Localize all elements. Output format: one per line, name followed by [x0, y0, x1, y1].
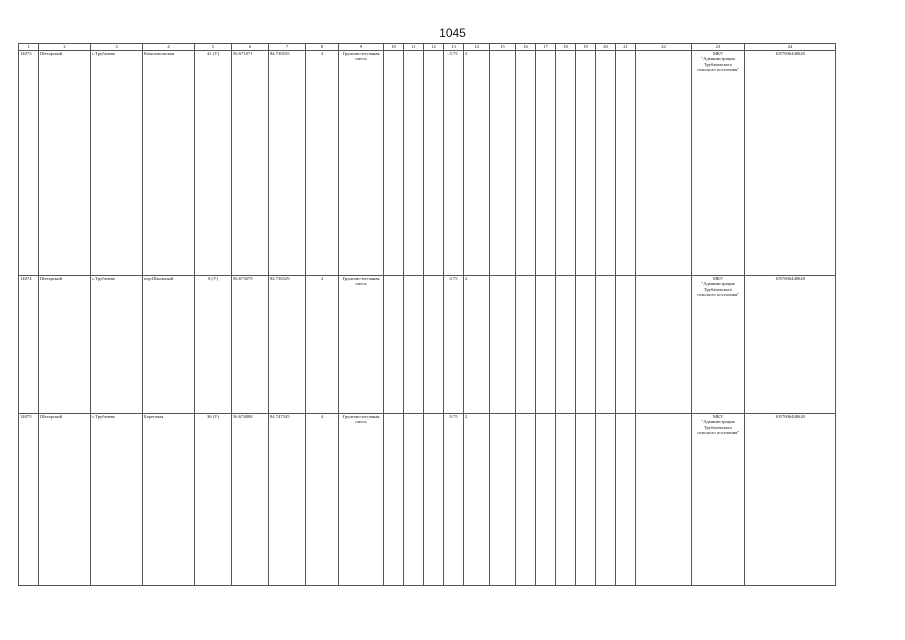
column-header: 18	[556, 44, 576, 51]
empty-cell	[424, 276, 444, 414]
latitude-cell: 56.674808	[232, 414, 269, 586]
column-header: 9	[339, 44, 384, 51]
empty-cell	[576, 414, 596, 586]
column-header: 24	[745, 44, 836, 51]
empty-cell	[404, 276, 424, 414]
owner-line: "Администрация	[701, 419, 735, 425]
empty-cell	[404, 414, 424, 586]
column-header: 12	[424, 44, 444, 51]
owner-line: сельского поселения"	[696, 429, 740, 435]
owner-line: Трубачевского	[703, 286, 733, 292]
registry-table	[18, 43, 836, 586]
category-cell: 4	[306, 51, 339, 276]
table-body	[19, 51, 836, 586]
column-header: 1	[19, 44, 39, 51]
house-cell: 41 (У)	[195, 51, 232, 276]
empty-cell	[490, 51, 516, 276]
category-cell: 4	[306, 414, 339, 586]
width-cell: 0.75	[444, 51, 464, 276]
empty-cell	[516, 51, 536, 276]
owner-line: Трубачевского	[703, 424, 733, 430]
latitude-cell: 56.671071	[232, 51, 269, 276]
column-header: 10	[384, 44, 404, 51]
settlement-cell: с.Трубачево	[91, 276, 143, 414]
width-cell: 0.75	[444, 414, 464, 586]
owner-line: "Администрация	[701, 281, 735, 287]
row-id: 14075	[19, 414, 39, 586]
owner-line: "Администрация	[701, 56, 735, 62]
table-row	[19, 51, 836, 276]
column-header: 19	[576, 44, 596, 51]
owner-cell	[692, 414, 745, 586]
empty-cell	[596, 51, 616, 276]
owner-cell	[692, 276, 745, 414]
empty-cell	[424, 414, 444, 586]
district-cell: Шегарский	[39, 51, 91, 276]
surface-cell: Грунтово-песчаная смесь	[339, 51, 384, 276]
column-header: 22	[636, 44, 692, 51]
count-cell: 2	[464, 51, 490, 276]
house-cell: 36 (У)	[195, 414, 232, 586]
empty-cell	[384, 276, 404, 414]
empty-cell	[616, 414, 636, 586]
street-cell: пер.Школьный	[143, 276, 195, 414]
column-header: 6	[232, 44, 269, 51]
empty-cell	[576, 51, 596, 276]
owner-line: сельского поселения"	[696, 291, 740, 297]
empty-cell	[616, 276, 636, 414]
row-id: 14073	[19, 51, 39, 276]
empty-cell	[384, 414, 404, 586]
column-number-row	[19, 44, 836, 51]
ogrn-cell: 1057006448620	[745, 276, 836, 414]
owner-line: МКУ	[712, 51, 724, 56]
page-number: 1045	[439, 26, 466, 40]
empty-cell	[636, 414, 692, 586]
row-id: 14074	[19, 276, 39, 414]
empty-cell	[576, 276, 596, 414]
table-row	[19, 276, 836, 414]
empty-cell	[384, 51, 404, 276]
column-header: 23	[692, 44, 745, 51]
longitude-cell: 84.736529	[269, 276, 306, 414]
column-header: 8	[306, 44, 339, 51]
empty-cell	[536, 276, 556, 414]
registry-table-wrapper	[18, 43, 835, 586]
column-header: 4	[143, 44, 195, 51]
latitude-cell: 56.673679	[232, 276, 269, 414]
ogrn-cell: 1057006448620	[745, 414, 836, 586]
empty-cell	[516, 414, 536, 586]
category-cell: 4	[306, 276, 339, 414]
street-cell: Комсомольская	[143, 51, 195, 276]
table-row	[19, 414, 836, 586]
column-header: 2	[39, 44, 91, 51]
district-cell: Шегарский	[39, 414, 91, 586]
column-header: 20	[596, 44, 616, 51]
column-header: 17	[536, 44, 556, 51]
owner-line: сельского поселения"	[696, 66, 740, 72]
empty-cell	[424, 51, 444, 276]
empty-cell	[596, 414, 616, 586]
width-cell: 0.75	[444, 276, 464, 414]
empty-cell	[536, 414, 556, 586]
empty-cell	[490, 414, 516, 586]
empty-cell	[556, 414, 576, 586]
column-header: 5	[195, 44, 232, 51]
empty-cell	[596, 276, 616, 414]
column-header: 21	[616, 44, 636, 51]
empty-cell	[636, 51, 692, 276]
district-cell: Шегарский	[39, 276, 91, 414]
longitude-cell: 84.738535	[269, 51, 306, 276]
empty-cell	[636, 276, 692, 414]
column-header: 7	[269, 44, 306, 51]
surface-cell: Грунтово-песчаная смесь	[339, 276, 384, 414]
empty-cell	[556, 51, 576, 276]
column-header: 3	[91, 44, 143, 51]
ogrn-cell: 1057006448620	[745, 51, 836, 276]
empty-cell	[536, 51, 556, 276]
empty-cell	[516, 276, 536, 414]
column-header: 15	[490, 44, 516, 51]
empty-cell	[490, 276, 516, 414]
settlement-cell: с.Трубачево	[91, 51, 143, 276]
count-cell: 2	[464, 414, 490, 586]
column-header: 14	[464, 44, 490, 51]
surface-cell: Грунтово-песчаная смесь	[339, 414, 384, 586]
owner-line: Трубачевского	[703, 61, 733, 67]
count-cell: 2	[464, 276, 490, 414]
street-cell: Береговая	[143, 414, 195, 586]
empty-cell	[556, 276, 576, 414]
column-header: 13	[444, 44, 464, 51]
empty-cell	[404, 51, 424, 276]
column-header: 16	[516, 44, 536, 51]
owner-cell	[692, 51, 745, 276]
column-header: 11	[404, 44, 424, 51]
longitude-cell: 84.747545	[269, 414, 306, 586]
empty-cell	[616, 51, 636, 276]
house-cell: 8 (У)	[195, 276, 232, 414]
owner-line: МКУ	[712, 414, 724, 419]
owner-line: МКУ	[712, 276, 724, 281]
settlement-cell: с.Трубачево	[91, 414, 143, 586]
